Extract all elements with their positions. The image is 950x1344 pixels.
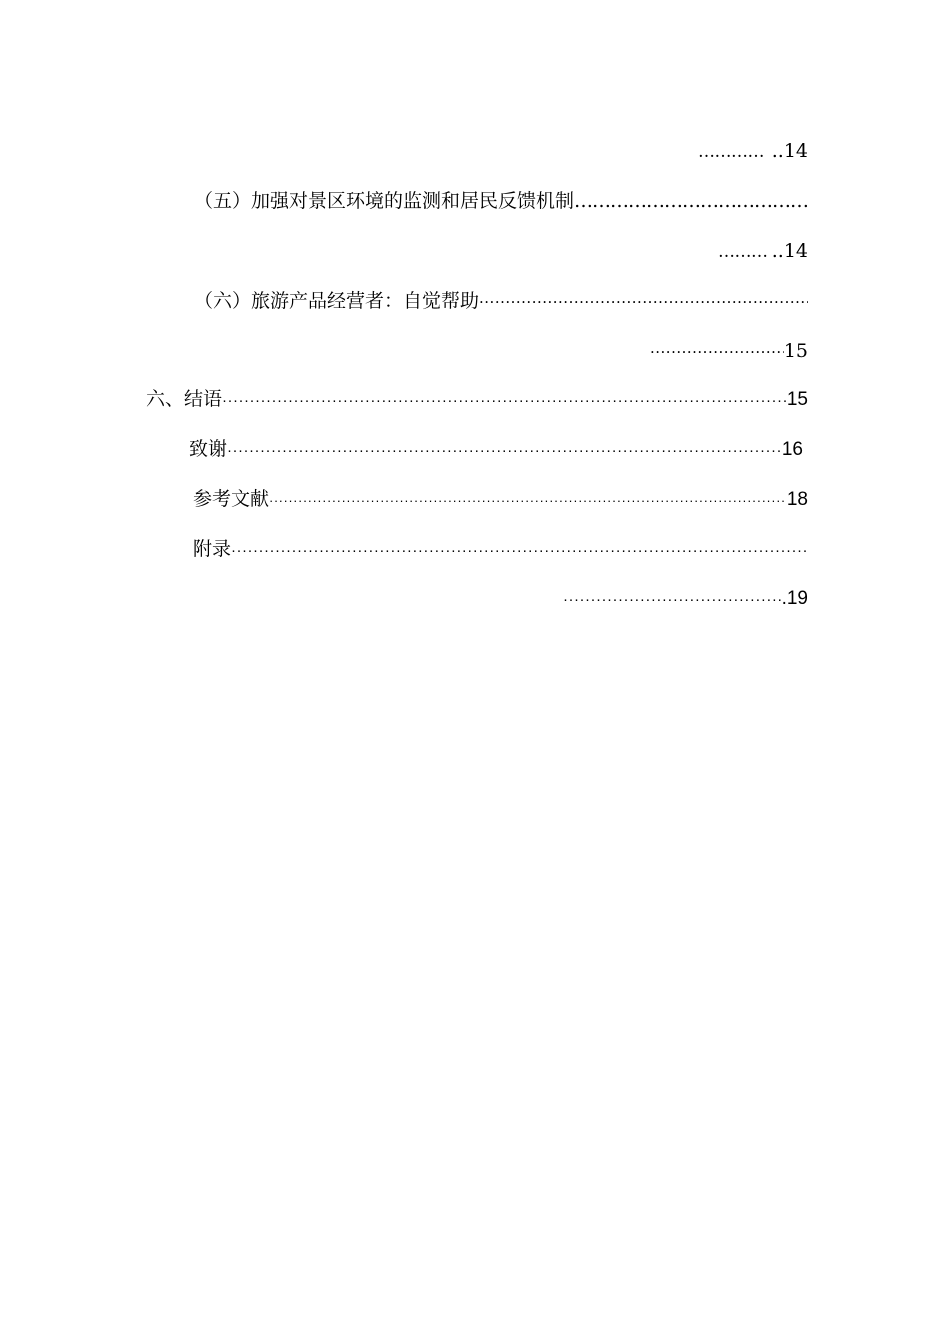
toc-leader: [227, 436, 782, 465]
toc-leader: [650, 337, 784, 366]
toc-leader: [574, 186, 808, 216]
toc-continuation-line: [650, 336, 808, 366]
toc-leader: [563, 585, 782, 614]
toc-entry-title: 致谢: [189, 439, 228, 460]
toc-entry-appendix[interactable]: [193, 535, 808, 565]
toc-page-number[interactable]: .19: [781, 588, 808, 609]
toc-page-number: 18: [786, 489, 808, 510]
toc-entry-references[interactable]: [193, 485, 808, 515]
toc-continuation-line: [698, 136, 808, 166]
toc-leader: …………: [698, 142, 764, 162]
toc-entry-thanks[interactable]: [189, 435, 803, 465]
toc-continuation-line: [563, 584, 808, 614]
toc-entry-title: （五）加强对景区环境的监测和居民反馈机制: [194, 190, 575, 212]
toc-continuation-line: [718, 236, 808, 266]
toc-entry-title: 参考文献: [193, 489, 270, 510]
toc-page-number[interactable]: 15: [783, 340, 808, 362]
toc-page-number: 16: [781, 439, 803, 460]
toc-leader: [269, 486, 787, 515]
toc-entry-title: 六、结语: [146, 389, 223, 410]
toc-entry-title: （六）旅游产品经营者：自觉帮助: [194, 290, 480, 312]
toc-entry-item-5[interactable]: [194, 186, 808, 216]
toc-leader: [231, 536, 808, 565]
toc-page-number[interactable]: ..14: [771, 240, 808, 262]
toc-leader: ………: [718, 242, 768, 262]
toc-page-number[interactable]: ..14: [771, 140, 808, 162]
toc-entry-item-6[interactable]: [194, 286, 808, 316]
toc-leader: [479, 287, 808, 316]
toc-page-number: 15: [786, 389, 808, 410]
toc-entry-title: 附录: [193, 539, 232, 560]
toc-leader: [222, 386, 787, 415]
toc-entry-section-6[interactable]: [146, 385, 808, 415]
